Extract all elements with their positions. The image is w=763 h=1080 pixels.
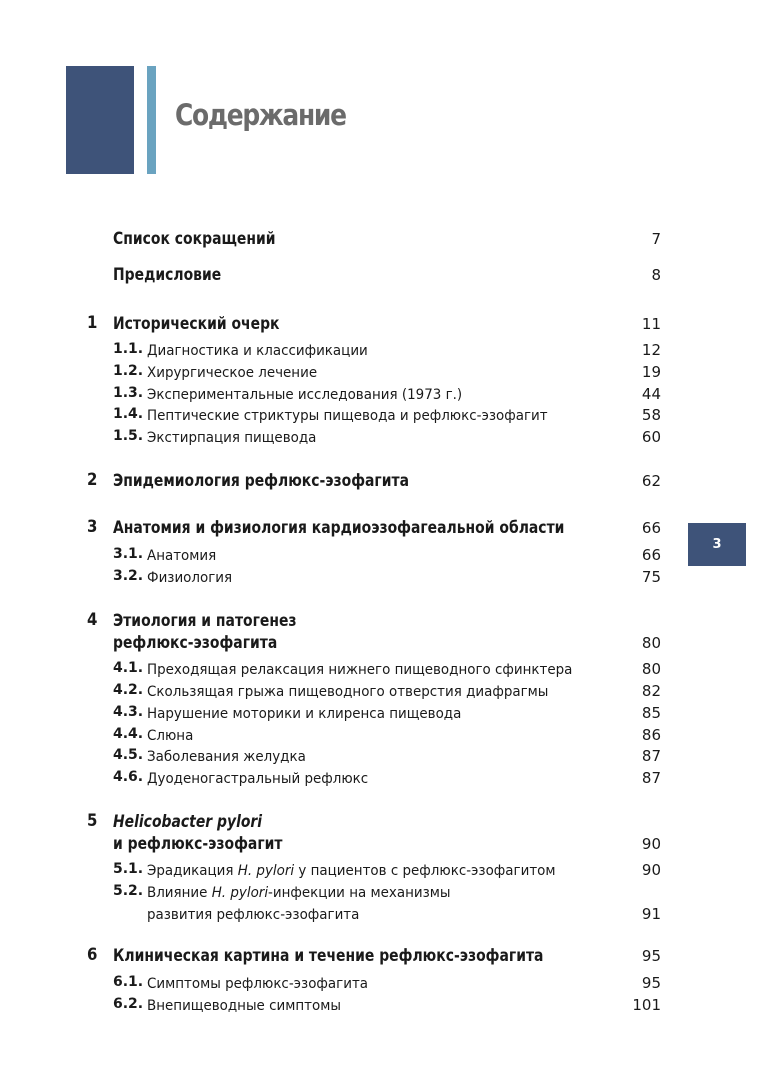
section-number: 3.1. bbox=[113, 546, 144, 562]
chapter-title: Анатомия и физиология кардиоэзофагеальной области bbox=[113, 518, 565, 538]
chapter-title-line2: рефлюкс-эзофагита bbox=[113, 633, 278, 653]
section-number: 4.4. bbox=[113, 726, 144, 742]
chapter-number: 4 bbox=[87, 610, 98, 630]
toc-entry-title: Предисловие bbox=[113, 265, 222, 285]
section-title: Экстирпация пищевода bbox=[147, 430, 317, 446]
section-number: 4.5. bbox=[113, 747, 144, 763]
section-number: 1.1. bbox=[113, 341, 144, 357]
section-number: 4.1. bbox=[113, 660, 144, 676]
toc-page-number: 11 bbox=[641, 315, 661, 333]
chapter-number: 1 bbox=[87, 313, 98, 333]
toc-page-number: 58 bbox=[641, 406, 661, 424]
section-number: 1.4. bbox=[113, 406, 144, 422]
toc-page-number: 87 bbox=[641, 747, 661, 765]
section-title-italic: H. pylori bbox=[211, 885, 269, 901]
section-title-part: -инфекции на механизмы bbox=[268, 885, 451, 901]
section-number: 1.5. bbox=[113, 428, 144, 444]
toc-page-number: 101 bbox=[632, 996, 661, 1014]
chapter-tab: 3 bbox=[688, 523, 746, 566]
section-title: Пептические стриктуры пищевода и рефлюкс-эзофагит bbox=[147, 408, 548, 424]
toc-entry-title: Список сокращений bbox=[113, 229, 276, 249]
section-title: Слюна bbox=[147, 728, 194, 744]
toc-page-number: 8 bbox=[651, 266, 661, 284]
toc-page-number: 7 bbox=[651, 230, 661, 248]
toc-page-number: 85 bbox=[641, 704, 661, 722]
section-number: 4.3. bbox=[113, 704, 144, 720]
toc-page-number: 90 bbox=[641, 861, 661, 879]
section-title-part: Эрадикация bbox=[147, 863, 238, 879]
chapter-title-line2: и рефлюкс-эзофагит bbox=[113, 834, 283, 854]
section-title: Диагностика и классификации bbox=[147, 343, 368, 359]
toc-page-number: 82 bbox=[641, 682, 661, 700]
chapter-number: 5 bbox=[87, 811, 98, 831]
section-number: 6.1. bbox=[113, 974, 144, 990]
toc-page-number: 66 bbox=[641, 546, 661, 564]
section-title-line2: развития рефлюкс-эзофагита bbox=[147, 907, 360, 923]
section-title bbox=[147, 883, 451, 903]
section-title-italic: H. pylori bbox=[237, 863, 295, 879]
section-title: Экспериментальные исследования (1973 г.) bbox=[147, 387, 463, 403]
section-title-part: у пациентов с рефлюкс-эзофагитом bbox=[294, 863, 556, 879]
section-title: Скользящая грыжа пищеводного отверстия диафрагмы bbox=[147, 684, 549, 700]
chapter-title: Исторический очерк bbox=[113, 314, 280, 334]
section-number: 6.2. bbox=[113, 996, 144, 1012]
chapter-title-line1: Этиология и патогенез bbox=[113, 611, 297, 631]
section-number: 4.2. bbox=[113, 682, 144, 698]
chapter-title-italic: Helicobacter pylori bbox=[113, 812, 263, 832]
section-title: Физиология bbox=[147, 570, 233, 586]
toc-page-number: 44 bbox=[641, 385, 661, 403]
toc-page-number: 95 bbox=[641, 974, 661, 992]
toc-page-number: 90 bbox=[641, 835, 661, 853]
toc-page-number: 95 bbox=[641, 947, 661, 965]
section-title: Анатомия bbox=[147, 548, 217, 564]
page-title: Содержание bbox=[175, 98, 346, 132]
section-number: 5.1. bbox=[113, 861, 144, 877]
toc-page-number: 19 bbox=[641, 363, 661, 381]
header-decor-bar bbox=[147, 66, 156, 174]
toc-page-number: 86 bbox=[641, 726, 661, 744]
toc-page-number: 80 bbox=[641, 660, 661, 678]
section-title bbox=[147, 861, 556, 881]
section-title: Внепищеводные симптомы bbox=[147, 998, 341, 1014]
section-number: 5.2. bbox=[113, 883, 144, 899]
toc-page-number: 91 bbox=[641, 905, 661, 923]
section-number: 3.2. bbox=[113, 568, 144, 584]
toc-page-number: 66 bbox=[641, 519, 661, 537]
toc-page-number: 60 bbox=[641, 428, 661, 446]
chapter-title: Клиническая картина и течение рефлюкс-эзофагита bbox=[113, 946, 544, 966]
section-number: 4.6. bbox=[113, 769, 144, 785]
section-number: 1.2. bbox=[113, 363, 144, 379]
section-title: Симптомы рефлюкс-эзофагита bbox=[147, 976, 369, 992]
section-title: Заболевания желудка bbox=[147, 749, 306, 765]
section-title: Хирургическое лечение bbox=[147, 365, 318, 381]
chapter-number: 6 bbox=[87, 945, 98, 965]
toc-page-number: 75 bbox=[641, 568, 661, 586]
chapter-title: Эпидемиология рефлюкс-эзофагита bbox=[113, 471, 409, 491]
section-number: 1.3. bbox=[113, 385, 144, 401]
section-title-part: Влияние bbox=[147, 885, 212, 901]
section-title: Дуоденогастральный рефлюкс bbox=[147, 771, 369, 787]
chapter-title-line1 bbox=[113, 811, 262, 833]
toc-page-number: 87 bbox=[641, 769, 661, 787]
chapter-number: 2 bbox=[87, 470, 98, 490]
header-decor-block bbox=[66, 66, 134, 174]
chapter-number: 3 bbox=[87, 517, 98, 537]
toc-page-number: 12 bbox=[641, 341, 661, 359]
toc-page-number: 62 bbox=[641, 472, 661, 490]
toc-page-number: 80 bbox=[641, 634, 661, 652]
section-title: Преходящая релаксация нижнего пищеводного сфинктера bbox=[147, 662, 573, 678]
section-title: Нарушение моторики и клиренса пищевода bbox=[147, 706, 462, 722]
